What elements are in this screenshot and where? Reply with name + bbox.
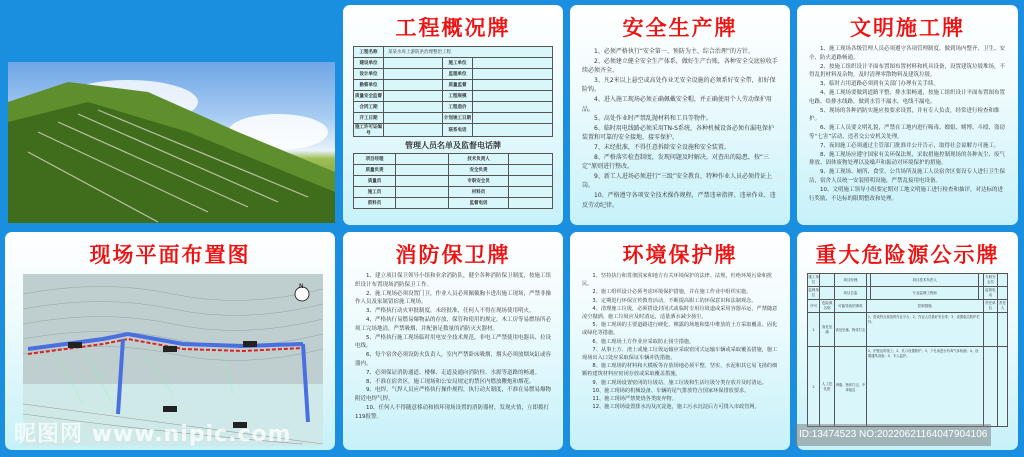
- rule-item: 10、文明施工领导小组要定期对工地文明施工进行检查和抽评，对达标的进行奖励，不达标的限期整改和处理。: [809, 186, 1004, 202]
- fire-rules: [343, 268, 563, 422]
- table-cell: 危险源名称: [820, 300, 835, 313]
- rule-item: 5、高处作业时严禁乱抛材料和工具等物件。: [594, 115, 712, 123]
- table-cell: [396, 187, 449, 198]
- environment-panel: [570, 232, 790, 450]
- table-row: [354, 102, 553, 113]
- table-cell: 专职安全员: [449, 176, 509, 187]
- table-cell: 某某水库上游防洪治理整治工程: [384, 47, 553, 58]
- fire-title: 消防保卫牌: [395, 243, 511, 267]
- rule-item: 9、电焊、气焊人员应严格执行操作规程，执行动火制度，不准在易燃易爆物附近电焊气焊。: [355, 387, 552, 403]
- table-cell: 序号: [808, 300, 820, 313]
- table-row: [354, 47, 553, 58]
- table-row: [354, 176, 553, 187]
- fire-panel: [343, 232, 563, 450]
- table-cell: [983, 347, 998, 427]
- table-cell: [473, 113, 553, 124]
- table-cell: 工程造价: [443, 102, 473, 113]
- table-cell: 质量员: [354, 176, 396, 187]
- table-cell: [473, 69, 553, 80]
- table-cell: 合同工期: [354, 102, 384, 113]
- table-row: [354, 91, 553, 102]
- table-cell: 2: [808, 347, 820, 427]
- hazard-panel: [797, 232, 1018, 450]
- table-cell: [473, 80, 553, 91]
- table-cell: 责任人: [998, 300, 1008, 313]
- table-row: [808, 300, 1008, 313]
- table-cell: 工程规模: [443, 91, 473, 102]
- table-cell: 可能导致的事故: [835, 300, 867, 313]
- table-cell: 材料员: [449, 187, 509, 198]
- table-cell: [509, 165, 553, 176]
- table-cell: 1、搭设符合规范的作业平台；2、作业人员系好安全带；3、设置临边防护栏杆。: [866, 313, 983, 347]
- table-cell: 施工单位: [808, 274, 820, 287]
- table-cell: 质量安全监督: [354, 91, 384, 102]
- table-cell: 施工许可证编号: [355, 125, 382, 136]
- rule-item: 5、严格执行施工现场临时用电安全技术规范，非电工严禁使用电器具、拉设电线。: [355, 334, 552, 350]
- rule-item: 4、严格执行易燃易爆物品的存放、保管和使用的规定，木工房等易燃场所必须工完场地清，严禁吸烟，并配备足数量的消防灭火器材。: [355, 316, 552, 332]
- table-cell: 人工挖孔桩: [820, 347, 835, 427]
- table-cell: 监督电话: [449, 198, 509, 209]
- table-cell: 监督电话: [983, 287, 998, 300]
- table-cell: 项目总监: [835, 287, 867, 300]
- table-cell: 计划竣工日期: [443, 113, 473, 124]
- table-cell: [473, 91, 553, 102]
- table-cell: [473, 124, 553, 137]
- table-cell: 坍塌、物体打击、中毒窒息: [835, 347, 867, 427]
- table-cell: 专职安全员: [983, 274, 998, 287]
- table-cell: 责任单位: [983, 300, 998, 313]
- rule-item: 10、任何人不得随意移动和损坏现场设置的消防器材，发现火情，立即拨打119报警。: [355, 404, 550, 420]
- table-cell: [998, 313, 1008, 347]
- overview-panel: [343, 5, 563, 225]
- table-cell: [983, 313, 998, 347]
- rule-item: 3、严格执行动火审批制度，未经批准，任何人不得在现场使用明火。: [366, 308, 535, 315]
- overview-table: [353, 46, 553, 137]
- safety-title: 安全生产牌: [622, 16, 738, 40]
- rule-item: 1、施工现场各级管理人员必须遵守各项管理制度，做到场内整齐、卫生、安全、防火道路畅通。: [809, 46, 1006, 61]
- table-cell: 质量监督: [443, 80, 473, 91]
- rule-item: 10、严格遵守各项安全技术操作规程，严禁违章指挥、违章作业、违反劳动纪律。: [582, 191, 776, 209]
- table-cell: [509, 198, 553, 209]
- rule-item: 6、每个宿舍必须设防火负责人，室内严禁卧床吸烟，烟头必须放烟灰缸或容器内。: [355, 352, 552, 367]
- rule-item: 7、从事土方、渣土或施工垃圾运输应采取密闭式运输车辆或采取覆盖措施，施工现场出入口处应采取保证车辆冲洗措施。: [582, 346, 778, 362]
- rule-item: 1、必须严格执行“安全第一、预防为主、综合治理”的方针。: [594, 48, 755, 55]
- table-row: [808, 347, 1008, 427]
- rule-item: 9、新工人进场必须进行“三级”安全教育，特种作业人员必须持证上岗。: [582, 172, 773, 190]
- rule-item: 9、施工现场、厕所、食堂、公共场所及施工人员宿舍区要设专人进行卫生保洁，宿舍人员统一安装照明设施，严禁乱接用电设备。: [809, 169, 1006, 184]
- environment-title: 环境保护牌: [622, 243, 738, 267]
- table-cell: 高处坠落、物体打击: [835, 313, 867, 347]
- table-cell: 1: [808, 313, 820, 347]
- table-cell: [396, 176, 449, 187]
- table-cell: [384, 102, 443, 113]
- table-cell: 开工日期: [354, 113, 384, 124]
- table-row: [354, 154, 553, 165]
- table-cell: [509, 154, 553, 165]
- rule-item: 1、坚持执行和贯彻国家和地方有关环境保护的法律、法规，杜绝环境污染和扰民。: [582, 273, 773, 288]
- table-cell: 高处坠落: [820, 313, 835, 347]
- staff-table: [353, 153, 553, 209]
- table-row: [354, 80, 553, 91]
- table-row: [808, 287, 1008, 300]
- table-cell: 质量负责: [354, 165, 396, 176]
- table-row: [354, 113, 553, 124]
- rule-item: 6、临时用电线路必须采用TN-S系统，各种机械设备必须有漏电保护装置和可靠的安全接地、接零保护。: [582, 124, 774, 142]
- rule-item: 2、施工组织设计必须考虑环境保护措施，并在施工作业中组织实施。: [592, 289, 752, 296]
- table-cell: 资料员: [354, 198, 396, 209]
- table-cell: [509, 187, 553, 198]
- safety-rules: [570, 41, 790, 210]
- table-cell: [396, 198, 449, 209]
- north-arrow-label: N: [299, 283, 304, 290]
- table-cell: [384, 124, 443, 137]
- rule-item: 8、施工现场的材料和大模板等存放场地必须平整、坚实，水泥和其它易飞扬的细颗粒建筑材料应密闭存放或采取覆盖措施。: [582, 363, 778, 378]
- table-row: [354, 198, 553, 209]
- table-cell: [396, 154, 449, 165]
- table-cell: 安全负责: [449, 165, 509, 176]
- table-cell: 项目经理: [354, 154, 396, 165]
- table-cell: 设计单位: [354, 69, 384, 80]
- watermark-url: www.nipic.com: [91, 422, 292, 447]
- table-row: [354, 187, 553, 198]
- table-cell: 施工单位: [443, 58, 473, 69]
- rule-item: 4、清理施工垃圾，必须搭设封闭式或临时专用垃圾道或采用容器吊运，严禁随意凌空抛洒，施工垃圾应及时清运，适量洒水减少扬尘。: [582, 305, 778, 321]
- rule-item: 2、施工现场必须设置门卫，作业人员必须佩戴胸卡进出施工现场，严禁非操作人员及家属留宿施工现场。: [355, 290, 552, 306]
- table-cell: 控制措施: [866, 300, 983, 313]
- image-id-bar: ID:13474523 NO:20220621164047904106: [795, 424, 991, 446]
- table-cell: [384, 80, 443, 91]
- table-row: [354, 58, 553, 69]
- rule-item: 5、施工现场的主要道路进行硬化，裸露的场地和集中堆放的土方采取覆盖、固化或绿化等措施。: [582, 322, 778, 337]
- table-cell: 施工员: [354, 187, 396, 198]
- rule-item: 7、未经批准，不得任意拆除安全设施和安全装置。: [594, 143, 730, 151]
- rule-item: 2、必须建立健全安全生产体系，做好生产台账，各种安全交底验收手续必须齐全。: [582, 57, 778, 75]
- rule-item: 11、施工现场严禁焚烧各类废弃物。: [592, 396, 677, 403]
- table-row: [354, 124, 553, 137]
- site-plan-panel: [5, 232, 335, 450]
- table-cell: 1、护壁及时施工；2、孔口设置防护；3、下孔前进行有毒气体检测；4、设置通风设备；5、专人监护。: [866, 347, 983, 427]
- table-cell: 勘察单位: [354, 80, 384, 91]
- table-cell: [396, 165, 449, 176]
- table-cell: 联系电话: [443, 124, 473, 137]
- table-cell: 建设单位: [354, 58, 384, 69]
- table-cell: [384, 113, 443, 124]
- rule-item: 9、施工现场设置密闭的垃圾站，施工垃圾和生活垃圾分类存放并及时清运。: [592, 379, 767, 386]
- table-cell: [820, 287, 835, 300]
- table-row: [354, 69, 553, 80]
- table-cell: 监理单位: [443, 69, 473, 80]
- table-cell: [998, 287, 1008, 300]
- table-cell: [509, 176, 553, 187]
- table-cell: 工程名称: [354, 47, 384, 58]
- table-cell: [384, 58, 443, 69]
- table-cell: 技术负责人: [449, 154, 509, 165]
- table-row: [808, 313, 1008, 347]
- table-row: [808, 274, 1008, 287]
- table-cell: [384, 69, 443, 80]
- table-row: [354, 165, 553, 176]
- civilized-panel: [797, 5, 1018, 225]
- table-cell: [473, 58, 553, 69]
- table-cell: [384, 91, 443, 102]
- civilized-rules: [797, 41, 1018, 203]
- rule-item: 8、不准在宿舍区，施工现场和公安局规定的禁区内燃放鞭炮和烟花。: [366, 378, 535, 385]
- safety-panel: [570, 5, 790, 225]
- rule-item: 7、必须保证消防通道、楼梯、走道及通向消防栓、水源等道路的畅通。: [366, 369, 541, 376]
- rule-item: 2、按施工组织设计平面布置图布置材料和机具设备，设置建筑垃圾堆场，不得乱扔材料及杂物，及时清理零散物料及建筑垃圾。: [809, 63, 1006, 79]
- watermark-logo: [14, 422, 292, 448]
- staff-table-title: 管理人员名单及监督电话牌: [405, 141, 501, 150]
- rule-item: 8、严格落实检查制度，发现问题及时解决。对查出的隐患，按“三定”原则进行整改。: [582, 153, 769, 171]
- rule-item: 6、施工现场土方作业应采取防止扬尘措施。: [592, 338, 695, 345]
- rule-item: 5、现场的各种消防实施应按要求设置，并有专人负责，经常进行检查和维护。: [809, 107, 1000, 123]
- rule-item: 1、建立项目保卫领导小组和业余消防队，健全各种消防保卫制度，按施工组织设计布置现场消防保卫工作。: [355, 273, 552, 288]
- overview-title: 工程概况牌: [395, 16, 511, 40]
- table-cell: 项目技术负责人: [871, 274, 979, 287]
- rule-item: 4、施工现场要做到道路平整、排水渠畅通，按施工组织设计平面布置图布置电路、给排水线路，做到水管不漏水，电线不漏电。: [809, 89, 1006, 105]
- table-cell: [998, 347, 1008, 427]
- rule-item: 3、定期进行环保宣传教育活动，不断提高职工的环保意识和法制观念。: [592, 297, 757, 304]
- rule-item: 8、施工现场应遵守国家有关环保法规，采取措施控制现场的各种灰尘、废气排放、固体废物处理以及噪声和振动对环境保护的措施。: [809, 151, 1006, 167]
- environment-rules: [570, 268, 790, 411]
- rule-item: 7、夜间施工必须通过主管部门批准并公开告示，取得社会谅解方可施工。: [820, 142, 1000, 149]
- table-cell: [820, 274, 835, 287]
- rule-item: 6、施工人员要文明礼貌，严禁在工地内进行吸毒、嫖娼、赌博、斗殴、盗窃等“七害”活动，违者交公安机关处理。: [809, 125, 1006, 140]
- table-cell: 项目经理: [835, 274, 867, 287]
- hazard-title: 重大危险源公示牌: [815, 243, 1000, 267]
- site-plan-title: 现场平面布置图: [89, 243, 251, 267]
- civilized-title: 文明施工牌: [850, 16, 965, 40]
- rule-item: 12、施工现场设置排水沟及沉淀池，施工污水沉淀后方可排入市政管网。: [592, 404, 760, 411]
- rule-item: 4、进入施工现场必须正确佩戴安全帽，并正确使用个人劳动保护用品。: [582, 95, 772, 113]
- watermark-logo-text: 昵图网: [14, 422, 84, 447]
- hazard-info-table: [807, 273, 1008, 427]
- table-cell: [473, 102, 553, 113]
- site-plan-map: [23, 274, 323, 446]
- table-cell: [998, 274, 1008, 287]
- table-cell: 专业监理工程师: [871, 287, 979, 300]
- rule-item: 10、施工现场的机械设备、车辆的尾气排放符合国家环保排放要求。: [592, 387, 750, 394]
- rule-item: 3、凡2米以上悬空或高处作业无安全设施的必须系好安全带，扣好保险钩。: [582, 76, 776, 94]
- rule-item: 3、临时占用道路必须到有关部门办理有关手续。: [820, 81, 940, 88]
- site-photo: [8, 62, 335, 223]
- table-cell: 监理单位: [808, 287, 820, 300]
